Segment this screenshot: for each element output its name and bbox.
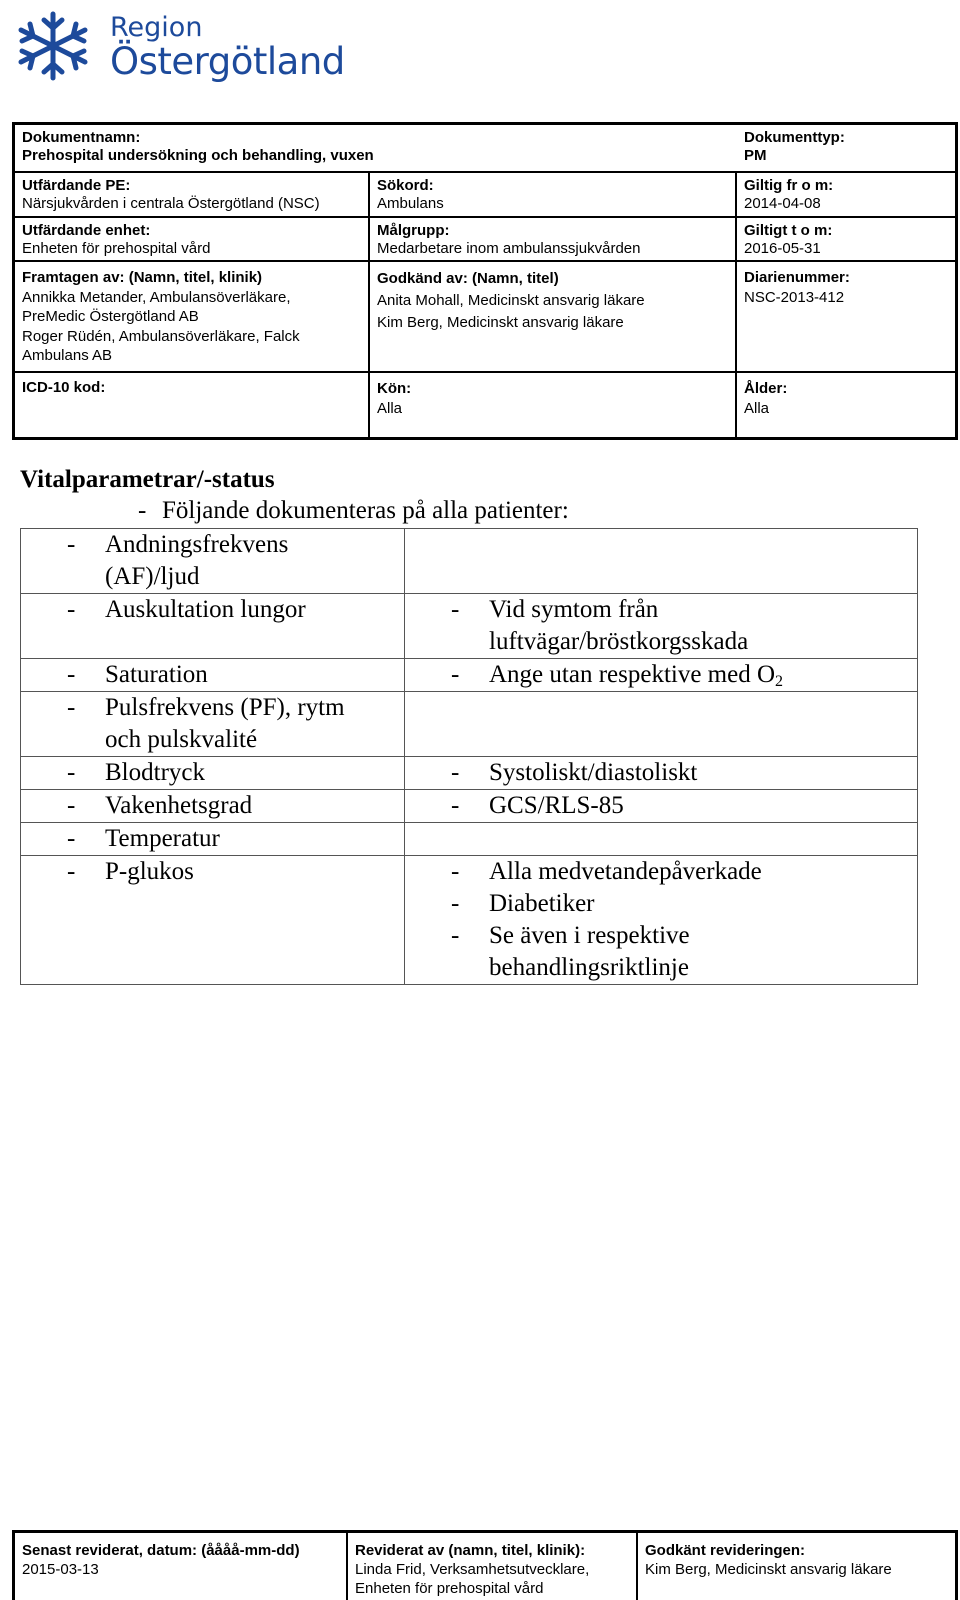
table-row	[21, 823, 918, 856]
framtagen-value-3: Roger Rüdén, Ambulansöverläkare, Falck	[22, 327, 300, 345]
giltig-tom-value: 2016-05-31	[744, 240, 821, 257]
senast-reviderat-label: Senast reviderat, datum: (åååå-mm-dd)	[22, 1542, 300, 1559]
dokumentnamn-cell	[15, 125, 737, 173]
giltig-tom-label: Giltigt t o m:	[744, 222, 833, 239]
document-footer-table	[12, 1530, 958, 1600]
list-item: - Se även i respektive behandlingsriktlinje	[451, 922, 690, 981]
kon-label: Kön:	[377, 380, 412, 397]
document-header-table	[12, 122, 958, 440]
list-item: - Saturation	[67, 661, 208, 688]
kon-cell	[370, 373, 735, 437]
sokord-value: Ambulans	[377, 195, 444, 212]
list-item: - Diabetiker	[451, 890, 595, 917]
intro-dash: -	[138, 497, 147, 524]
table-row	[21, 757, 918, 790]
subscript: 2	[775, 673, 784, 690]
list-item: - GCS/RLS-85	[451, 792, 624, 819]
reviderat-av-label: Reviderat av (namn, titel, klinik):	[355, 1542, 586, 1559]
table-row	[21, 692, 918, 757]
giltig-from-value: 2014-04-08	[744, 195, 821, 212]
alder-value: Alla	[744, 400, 770, 417]
vital-parameters-table	[20, 528, 918, 985]
intro-text: Följande dokumenteras på alla patienter:	[162, 497, 569, 524]
giltig-from-label: Giltig fr o m:	[744, 177, 834, 194]
table-row	[21, 790, 918, 823]
utfardande-pe-value: Närsjukvården i centrala Östergötland (NSC)	[22, 195, 320, 212]
godkant-revideringen-value: Kim Berg, Medicinskt ansvarig läkare	[645, 1561, 892, 1578]
list-item: - Ange utan respektive med $O_2$	[451, 661, 784, 690]
list-item: - Alla medvetandepåverkade	[451, 858, 762, 885]
icd10-cell	[15, 373, 368, 437]
godkand-cell	[370, 262, 735, 373]
list-item: - Pulsfrekvens (PF), rytm och pulskvalité	[67, 694, 345, 753]
alder-label: Ålder:	[744, 380, 788, 397]
reviderat-av-value-2: Enheten för prehospital vård	[355, 1580, 544, 1597]
framtagen-label: Framtagen av: (Namn, titel, klinik)	[22, 269, 263, 286]
utfardande-enhet-label: Utfärdande enhet:	[22, 222, 151, 239]
diarienummer-value: NSC-2013-412	[744, 289, 845, 306]
table-row	[21, 594, 918, 659]
table-row	[21, 856, 918, 985]
list-item: - Vakenhetsgrad	[67, 792, 253, 819]
snowflake-logo-icon	[4, 8, 102, 84]
reviderat-av-value-1: Linda Frid, Verksamhetsutvecklare,	[355, 1561, 590, 1578]
reviderat-av-cell	[348, 1533, 638, 1600]
sokord-label: Sökord:	[377, 177, 434, 194]
malgrupp-value: Medarbetare inom ambulanssjukvården	[377, 240, 641, 257]
sokord-cell	[370, 173, 735, 218]
list-item: - Auskultation lungor	[67, 596, 306, 623]
framtagen-value-4: Ambulans AB	[22, 347, 113, 364]
giltig-from-cell	[737, 173, 955, 218]
header-column-right	[737, 125, 955, 437]
kon-value: Alla	[377, 400, 403, 417]
malgrupp-cell	[370, 218, 735, 262]
section-intro	[20, 495, 940, 527]
framtagen-value-2: PreMedic Östergötland AB	[22, 308, 199, 325]
list-item: - Blodtryck	[67, 759, 205, 786]
diarienummer-label: Diarienummer:	[744, 269, 850, 286]
godkand-value-1: Anita Mohall, Medicinskt ansvarig läkare	[377, 292, 645, 309]
table-row	[21, 529, 918, 594]
godkand-label: Godkänd av: (Namn, titel)	[377, 270, 559, 287]
document-body	[20, 465, 940, 985]
utfardande-enhet-value: Enheten för prehospital vård	[22, 240, 211, 257]
table-row	[21, 659, 918, 692]
section-title: Vitalparametrar/-status	[20, 466, 275, 493]
godkant-revideringen-cell	[638, 1533, 955, 1600]
dokumentnamn-value: Prehospital undersökning och behandling, vuxen	[22, 147, 374, 164]
list-item: - P-glukos	[67, 858, 194, 885]
list-item: - Systoliskt/diastoliskt	[451, 759, 698, 786]
region-ostergotland-logo	[4, 6, 345, 84]
senast-reviderat-value: 2015-03-13	[22, 1561, 99, 1578]
godkand-value-2: Kim Berg, Medicinskt ansvarig läkare	[377, 314, 624, 331]
dokumenttyp-cell	[737, 125, 955, 173]
framtagen-cell	[15, 262, 368, 373]
utfardande-pe-cell	[15, 173, 368, 218]
dokumenttyp-value: PM	[744, 147, 767, 164]
senast-reviderat-cell	[15, 1533, 348, 1600]
framtagen-value-1: Annikka Metander, Ambulansöverläkare,	[22, 288, 291, 306]
alder-cell	[737, 373, 955, 437]
list-item: - Temperatur	[67, 825, 220, 852]
dokumentnamn-label: Dokumentnamn:	[22, 129, 141, 146]
giltig-tom-cell	[737, 218, 955, 262]
list-item: - Andningsfrekvens (AF)/ljud	[67, 531, 289, 590]
utfardande-pe-label: Utfärdande PE:	[22, 177, 131, 194]
list-item: - Vid symtom från luftvägar/bröstkorgsskada	[451, 596, 749, 655]
utfardande-enhet-cell	[15, 218, 368, 262]
logo-text-ostergotland: Östergötland	[110, 40, 345, 83]
dokumenttyp-label: Dokumenttyp:	[744, 129, 845, 146]
logo-text-region: Region	[110, 12, 203, 43]
diarienummer-cell	[737, 262, 955, 373]
godkant-revideringen-label: Godkänt revideringen:	[645, 1542, 806, 1559]
malgrupp-label: Målgrupp:	[377, 222, 450, 239]
icd10-label: ICD-10 kod:	[22, 379, 106, 396]
